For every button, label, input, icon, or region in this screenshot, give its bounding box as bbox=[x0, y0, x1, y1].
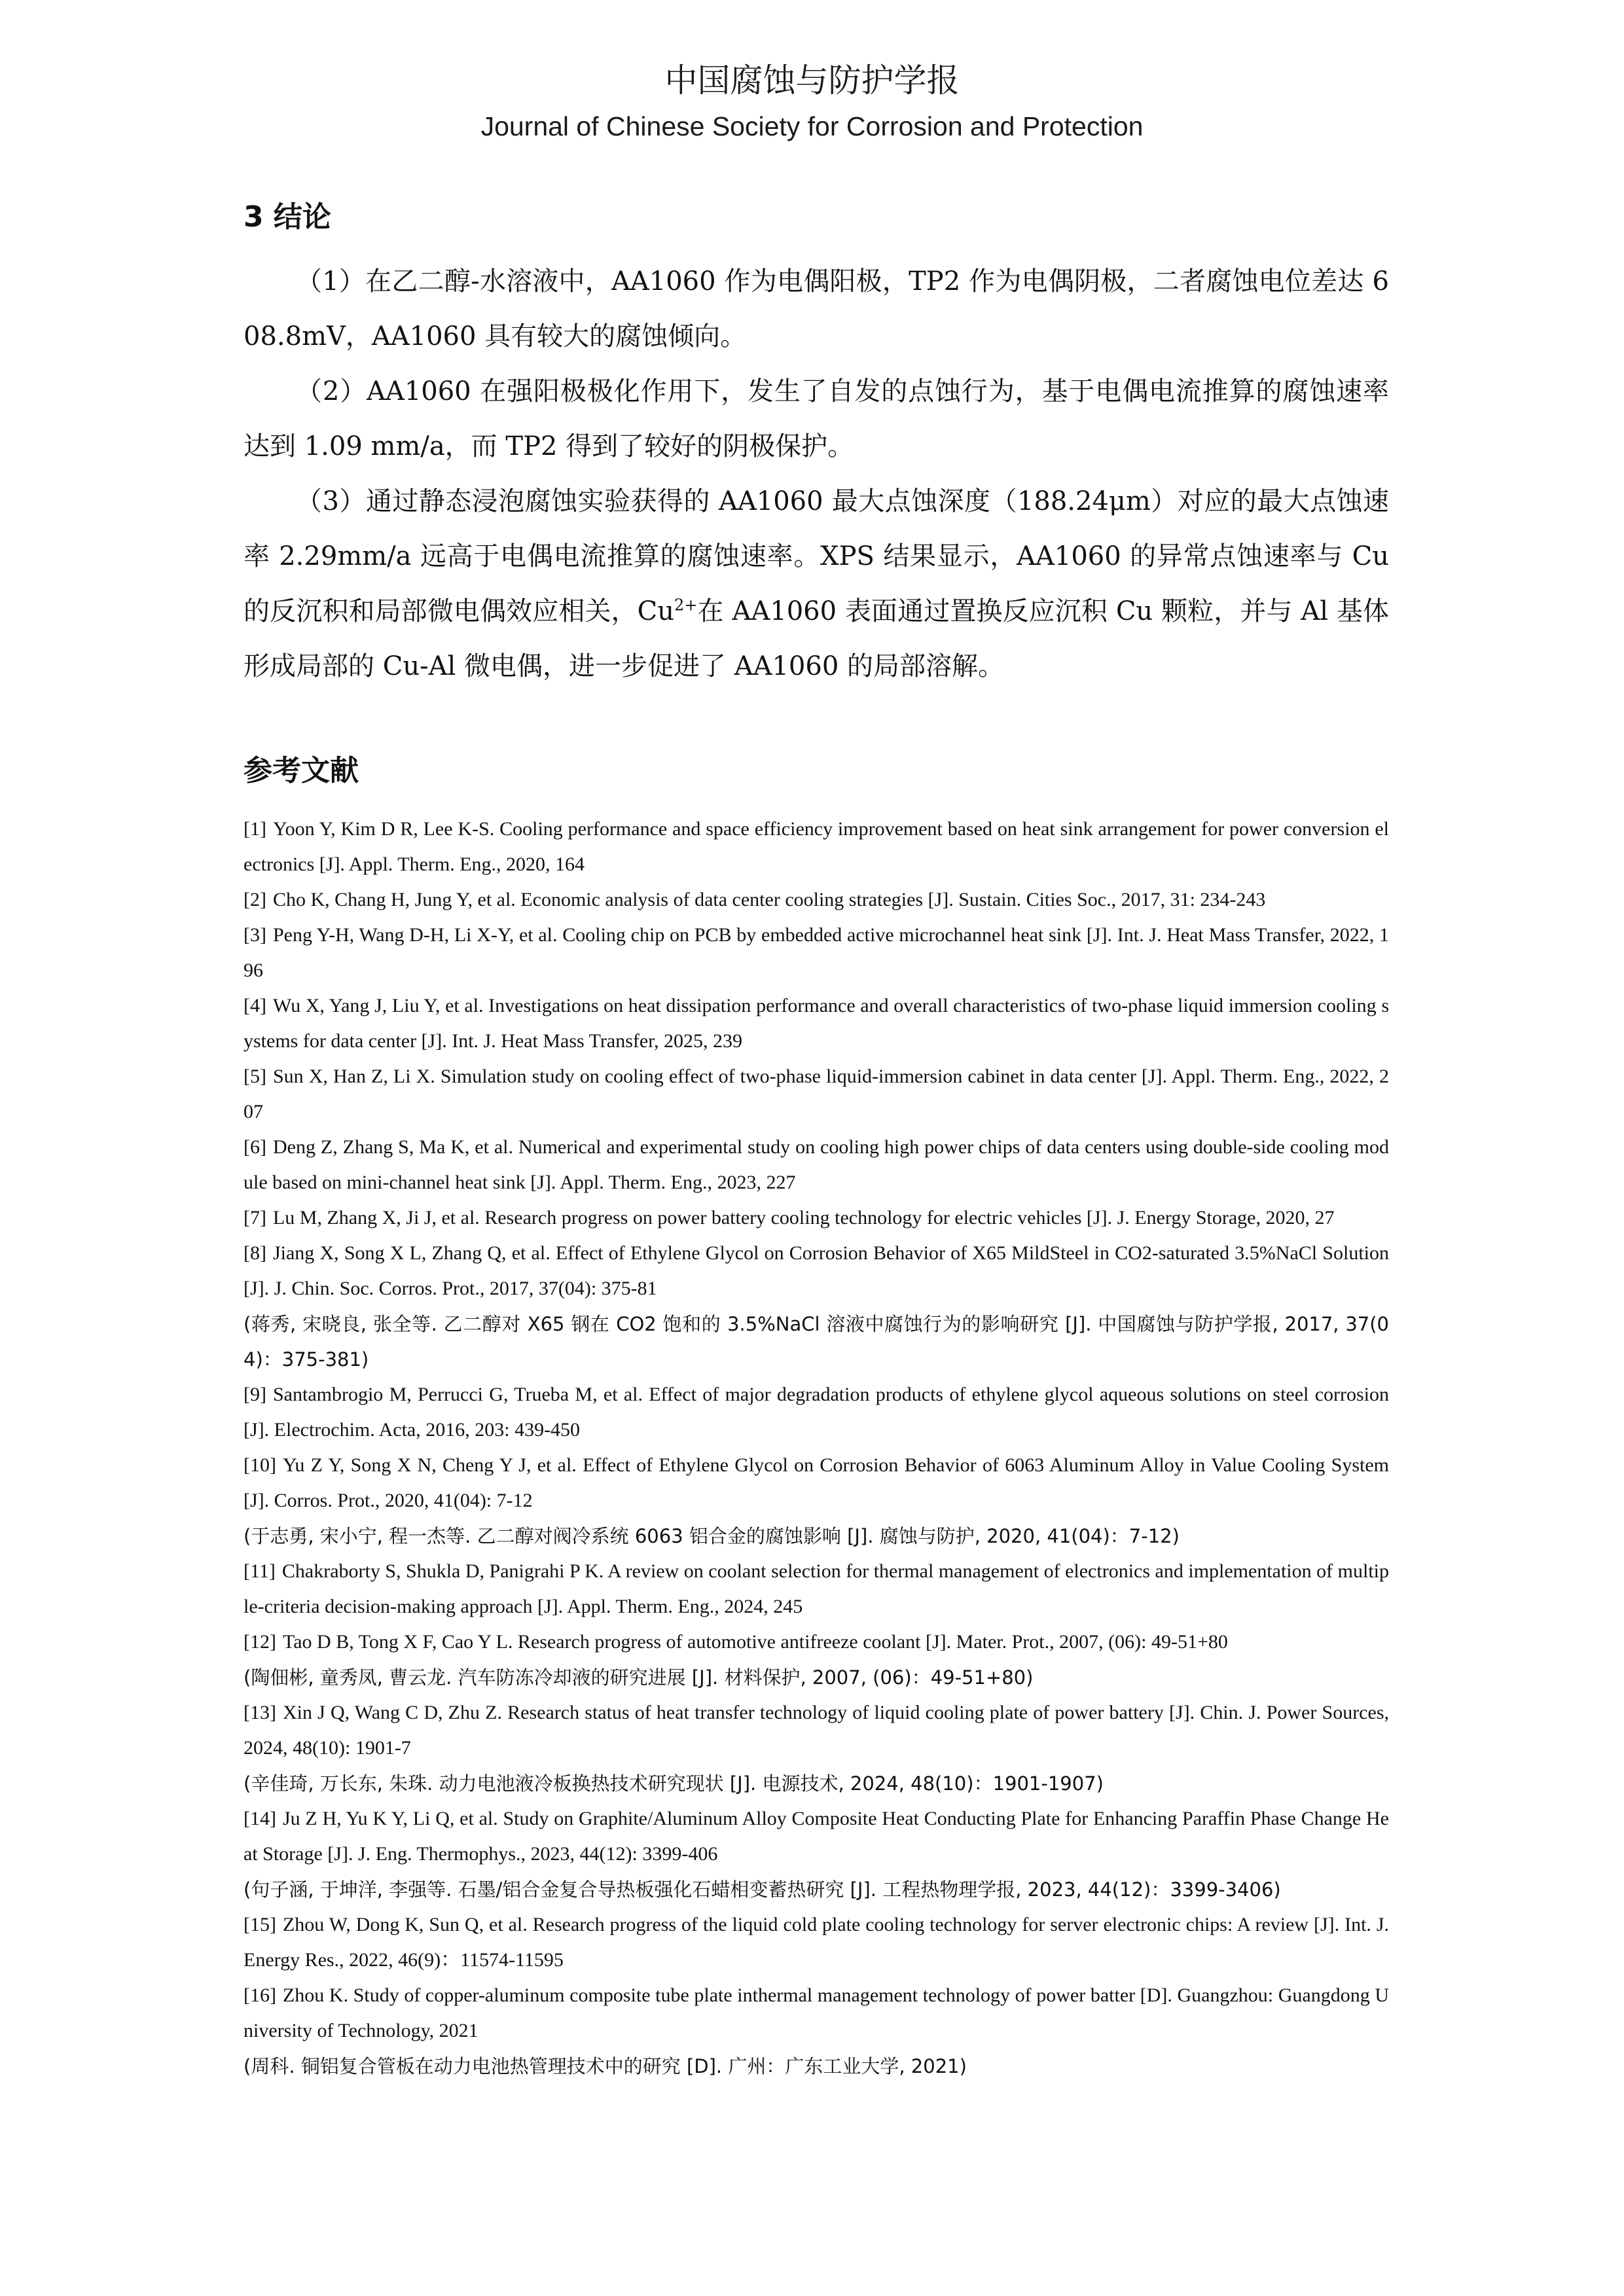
reference-text: Chakraborty S, Shukla D, Panigrahi P K. A review on coolant selection for thermal management of electronics and implementation of multiple-criteria decision-making approach [J]. Appl. Therm. Eng., 2024, 245 bbox=[244, 1560, 1389, 1617]
reference-item bbox=[244, 1554, 1389, 1624]
reference-text: Xin J Q, Wang C D, Zhu Z. Research status of heat transfer technology of liquid cooling plate of power battery [J]. Chin. J. Power Sources, 2024, 48(10): 1901-7 bbox=[244, 1702, 1389, 1759]
reference-text: Jiang X, Song X L, Zhang Q, et al. Effect of Ethylene Glycol on Corrosion Behavior of X65 MildSteel in CO2-saturated 3.5%NaCl Solution [J]. J. Chin. Soc. Corros. Prot., 2017, 37(04): 375-81 bbox=[244, 1242, 1389, 1299]
reference-item bbox=[244, 1695, 1389, 1801]
reference-item bbox=[244, 1200, 1389, 1236]
reference-text-cn: (于志勇, 宋小宁, 程一杰等. 乙二醇对阀冷系统 6063 铝合金的腐蚀影响 [J]. 腐蚀与防护, 2020, 41(04)：7-12) bbox=[244, 1525, 1180, 1547]
section-title-conclusion: 3 结论 bbox=[244, 200, 331, 234]
reference-number: [9] bbox=[244, 1384, 266, 1405]
reference-text-cn: (陶佃彬, 童秀凤, 曹云龙. 汽车防冻冷却液的研究进展 [J]. 材料保护, 2007, (06)：49-51+80) bbox=[244, 1666, 1034, 1689]
journal-header bbox=[0, 58, 1624, 145]
reference-number: [10] bbox=[244, 1454, 276, 1476]
reference-number: [11] bbox=[244, 1560, 276, 1582]
reference-number: [5] bbox=[244, 1066, 266, 1087]
reference-text: Zhou W, Dong K, Sun Q, et al. Research progress of the liquid cold plate cooling technology for server electronic chips: A review [J]. Int. J. Energy Res., 2022, 46(9)：11574-11595 bbox=[244, 1914, 1389, 1971]
reference-item bbox=[244, 1377, 1389, 1448]
reference-text: Peng Y-H, Wang D-H, Li X-Y, et al. Cooling chip on PCB by embedded active microchannel heat sink [J]. Int. J. Heat Mass Transfer, 2022, 196 bbox=[244, 924, 1389, 981]
reference-item bbox=[244, 1801, 1389, 1907]
reference-item bbox=[244, 1448, 1389, 1554]
reference-number: [12] bbox=[244, 1631, 276, 1653]
reference-item bbox=[244, 1907, 1389, 1978]
conclusion-paragraph-3 bbox=[244, 474, 1389, 694]
reference-number: [1] bbox=[244, 818, 266, 840]
reference-item bbox=[244, 918, 1389, 988]
ion-charge-superscript: 2+ bbox=[674, 596, 698, 615]
conclusion-paragraph-2: （2）AA1060 在强阳极极化作用下，发生了自发的点蚀行为，基于电偶电流推算的腐蚀速率达到 1.09 mm/a，而 TP2 得到了较好的阴极保护。 bbox=[244, 376, 1389, 461]
reference-text: Sun X, Han Z, Li X. Simulation study on cooling effect of two-phase liquid-immersion cabinet in data center [J]. Appl. Therm. Eng., 2022, 207 bbox=[244, 1066, 1389, 1122]
reference-number: [14] bbox=[244, 1808, 276, 1829]
reference-list bbox=[244, 812, 1389, 2084]
reference-text: Lu M, Zhang X, Ji J, et al. Research progress on power battery cooling technology for electric vehicles [J]. J. Energy Storage, 2020, 27 bbox=[272, 1207, 1335, 1229]
reference-text-cn: (蒋秀, 宋晓良, 张全等. 乙二醇对 X65 钢在 CO2 饱和的 3.5%NaCl 溶液中腐蚀行为的影响研究 [J]. 中国腐蚀与防护学报, 2017, 37(04)：375-381) bbox=[244, 1313, 1389, 1371]
reference-number: [7] bbox=[244, 1207, 266, 1229]
conclusion-paragraph-3-part-1: （3）通过静态浸泡腐蚀实验获得的 AA1060 最大点蚀深度（188.24μm）对应的最大点蚀速率 2.29mm/a 远高于电偶电流推算的腐蚀速率。XPS 结果显示，AA1060 的异常点蚀速率与 Cu 的反沉积和局部微电偶效应相关，Cu bbox=[244, 486, 1389, 626]
reference-text: Zhou K. Study of copper-aluminum composite tube plate inthermal management technology of power batter [D]. Guangzhou: Guangdong University of Technology, 2021 bbox=[244, 1984, 1389, 2041]
section-title-references: 参考文献 bbox=[244, 754, 359, 787]
journal-title-cn: 中国腐蚀与防护学报 bbox=[664, 62, 960, 99]
reference-item bbox=[244, 1130, 1389, 1200]
reference-text: Santambrogio M, Perrucci G, Trueba M, et al. Effect of major degradation products of ethylene glycol aqueous solutions on steel corrosion [J]. Electrochim. Acta, 2016, 203: 439-450 bbox=[244, 1384, 1389, 1441]
reference-item bbox=[244, 1624, 1389, 1695]
conclusion-paragraph-3-part-2: 在 AA1060 表面通过置换反应沉积 Cu 颗粒，并与 Al 基体形成局部的 Cu-Al 微电偶，进一步促进了 AA1060 的局部溶解。 bbox=[244, 596, 1390, 681]
reference-item bbox=[244, 1978, 1389, 2084]
reference-item bbox=[244, 812, 1389, 882]
reference-text: Tao D B, Tong X F, Cao Y L. Research progress of automotive antifreeze coolant [J]. Mater. Prot., 2007, (06): 49-51+80 bbox=[282, 1631, 1228, 1653]
reference-item bbox=[244, 988, 1389, 1059]
reference-number: [16] bbox=[244, 1984, 276, 2006]
reference-number: [2] bbox=[244, 889, 266, 910]
reference-number: [6] bbox=[244, 1136, 266, 1158]
reference-text: Cho K, Chang H, Jung Y, et al. Economic analysis of data center cooling strategies [J]. Sustain. Cities Soc., 2017, 31: 234-243 bbox=[272, 889, 1266, 910]
reference-text: Deng Z, Zhang S, Ma K, et al. Numerical and experimental study on cooling high power chips of data centers using double-side cooling module based on mini-channel heat sink [J]. Appl. Therm. Eng., 2023, 227 bbox=[244, 1136, 1389, 1193]
reference-number: [3] bbox=[244, 924, 266, 946]
reference-number: [4] bbox=[244, 995, 266, 1016]
reference-text-cn: (句子涵, 于坤洋, 李强等. 石墨/铝合金复合导热板强化石蜡相变蓄热研究 [J]. 工程热物理学报, 2023, 44(12)：3399-3406) bbox=[244, 1878, 1281, 1901]
reference-number: [13] bbox=[244, 1702, 276, 1723]
reference-number: [15] bbox=[244, 1914, 276, 1935]
reference-text-cn: (周科. 铜铝复合管板在动力电池热管理技术中的研究 [D]. 广州：广东工业大学, 2021) bbox=[244, 2055, 967, 2077]
conclusion-paragraph-1: （1）在乙二醇-水溶液中，AA1060 作为电偶阳极，TP2 作为电偶阴极，二者腐蚀电位差达 608.8mV，AA1060 具有较大的腐蚀倾向。 bbox=[244, 266, 1389, 351]
journal-title-en: Journal of Chinese Society for Corrosion and Protection bbox=[480, 111, 1144, 141]
reference-item bbox=[244, 1236, 1389, 1377]
article-body bbox=[244, 196, 1389, 2084]
reference-item bbox=[244, 1059, 1389, 1130]
reference-text: Yoon Y, Kim D R, Lee K-S. Cooling performance and space efficiency improvement based on heat sink arrangement for power conversion electronics [J]. Appl. Therm. Eng., 2020, 164 bbox=[244, 818, 1389, 875]
reference-text: Wu X, Yang J, Liu Y, et al. Investigations on heat dissipation performance and overall characteristics of two-phase liquid immersion cooling systems for data center [J]. Int. J. Heat Mass Transfer, 2025, 239 bbox=[244, 995, 1389, 1052]
reference-text: Yu Z Y, Song X N, Cheng Y J, et al. Effect of Ethylene Glycol on Corrosion Behavior of 6063 Aluminum Alloy in Value Cooling System [J]. Corros. Prot., 2020, 41(04): 7-12 bbox=[244, 1454, 1389, 1511]
reference-item bbox=[244, 882, 1389, 918]
reference-number: [8] bbox=[244, 1242, 266, 1264]
reference-text-cn: (辛佳琦, 万长东, 朱珠. 动力电池液冷板换热技术研究现状 [J]. 电源技术, 2024, 48(10)：1901-1907) bbox=[244, 1772, 1104, 1795]
reference-text: Ju Z H, Yu K Y, Li Q, et al. Study on Graphite/Aluminum Alloy Composite Heat Conducting Plate for Enhancing Paraffin Phase Change Heat Storage [J]. J. Eng. Thermophys., 2023, 44(12): 3399-406 bbox=[244, 1808, 1389, 1865]
